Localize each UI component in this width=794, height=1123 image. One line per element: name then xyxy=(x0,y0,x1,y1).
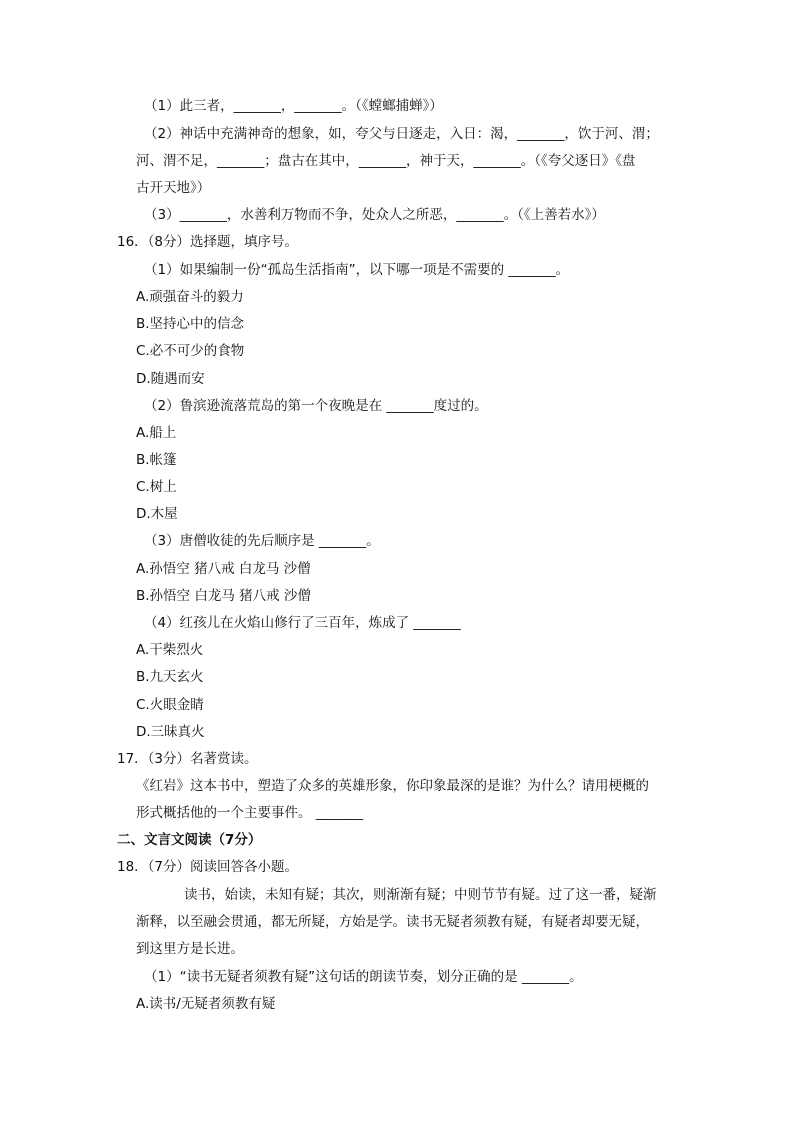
section-2-heading: 二、文言文阅读（7分） xyxy=(117,832,262,848)
option-16-2-c: C.树上 xyxy=(136,479,177,495)
option-16-1-d: D.随遇而安 xyxy=(136,371,205,387)
question-17-text-2: 形式概括他的一个主要事件。 _______ xyxy=(136,805,364,821)
option-16-4-c: C.火眼金睛 xyxy=(136,697,204,713)
option-16-2-d: D.木屋 xyxy=(136,506,178,522)
question-16-2: （2）鲁滨逊流落荒岛的第一个夜晚是在 _______度过的。 xyxy=(144,398,488,414)
question-16-4: （4）红孩儿在火焰山修行了三百年，炼成了 _______ xyxy=(144,615,461,631)
question-16-3: （3）唐僧收徒的先后顺序是 _______。 xyxy=(144,533,380,549)
option-16-4-b: B.九天玄火 xyxy=(136,669,204,685)
poem-fill-line-1: （1）此三者，_______，_______。（《螳螂捕蝉》） xyxy=(144,98,443,114)
option-18-1-a: A.读书/无疑者须教有疑 xyxy=(136,996,276,1012)
question-18-1: （1）“读书无疑者须教有疑”这句话的朗读节奏，划分正确的是 _______。 xyxy=(144,969,583,985)
poem-fill-line-3: 河、渭不足，_______；盘古在其中，_______，神于天，_______。（《夸父逐日》《盘 xyxy=(136,153,636,169)
passage-line-1: 读书，始读，未知有疑；其次，则渐渐有疑；中则节节有疑。过了这一番，疑渐 xyxy=(184,887,657,903)
option-16-1-a: A.顽强奋斗的毅力 xyxy=(136,289,244,305)
poem-fill-line-5: （3）_______，水善利万物而不争，处众人之所恶，_______。（《上善若水》） xyxy=(144,207,605,223)
poem-fill-line-2: （2）神话中充满神奇的想象，如，夸父与日逐走，入日：渴，_______，饮于河、渭； xyxy=(144,126,659,142)
option-16-3-a: A.孙悟空 猪八戒 白龙马 沙僧 xyxy=(136,561,311,577)
option-16-1-b: B.坚持心中的信念 xyxy=(136,316,245,332)
poem-fill-line-4: 古开天地》） xyxy=(136,180,211,196)
passage-line-2: 渐释，以至融会贯通，都无所疑，方始是学。读书无疑者须教有疑，有疑者却要无疑， xyxy=(136,914,649,930)
option-16-2-b: B.帐篷 xyxy=(136,452,177,468)
question-18-title: 18．（7分）阅读回答各小题。 xyxy=(117,859,299,875)
question-17-text-1: 《红岩》这本书中，塑造了众多的英雄形象，你印象最深的是谁？为什么？请用梗概的 xyxy=(136,778,649,794)
passage-line-3: 到这里方是长进。 xyxy=(136,941,244,957)
question-16-1: （1）如果编制一份“孤岛生活指南”，以下哪一项是不需要的 _______。 xyxy=(144,262,570,278)
question-17-title: 17．（3分）名著赏读。 xyxy=(117,751,258,767)
option-16-4-d: D.三昧真火 xyxy=(136,724,205,740)
question-16-title: 16．（8分）选择题，填序号。 xyxy=(117,234,299,250)
option-16-2-a: A.船上 xyxy=(136,425,177,441)
option-16-4-a: A.干柴烈火 xyxy=(136,642,204,658)
option-16-3-b: B.孙悟空 白龙马 猪八戒 沙僧 xyxy=(136,588,311,604)
option-16-1-c: C.必不可少的食物 xyxy=(136,343,245,359)
